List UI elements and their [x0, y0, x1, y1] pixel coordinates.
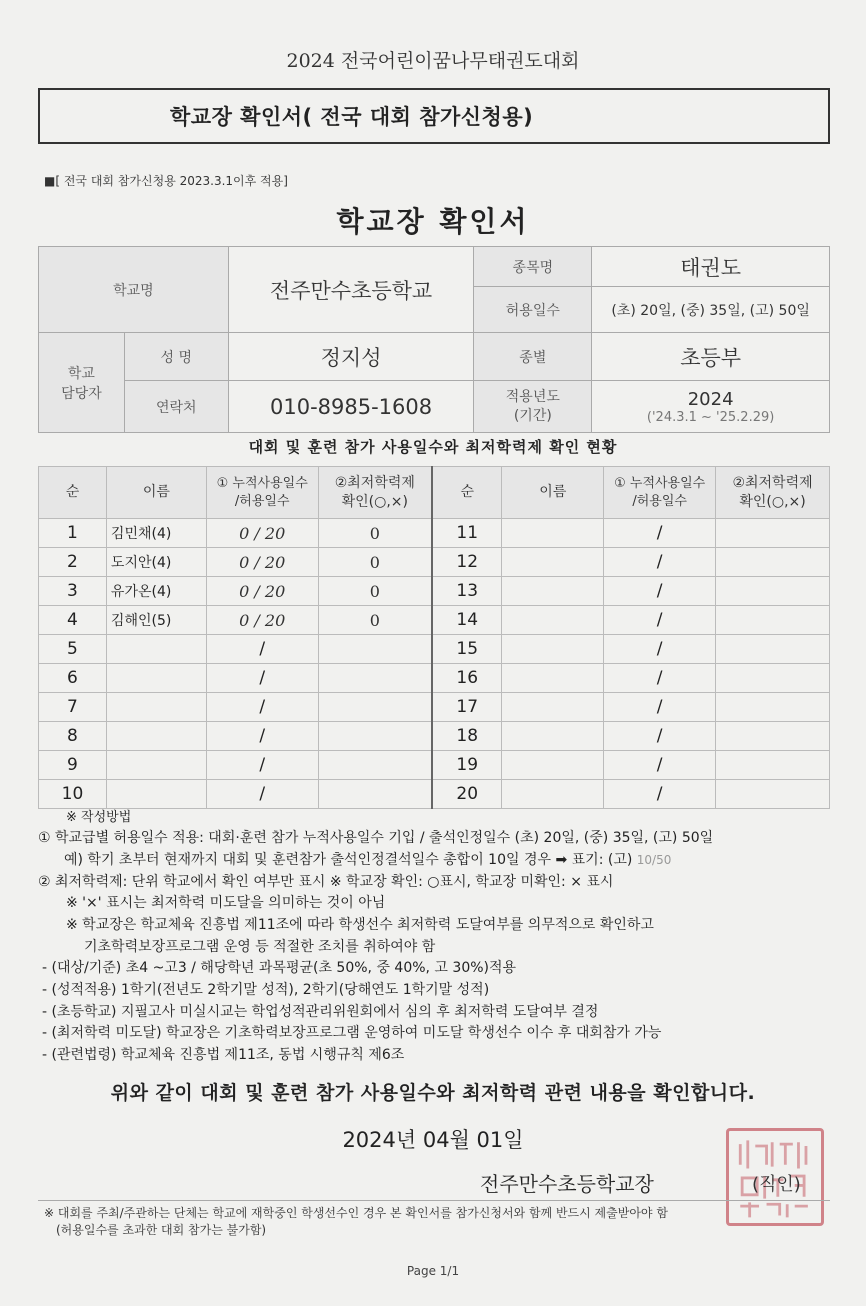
header-no-right: 순 [432, 467, 502, 519]
instruction-item-2-line4: 기초학력보장프로그램 운영 등 적절한 조치를 취하여야 함 [84, 938, 436, 955]
instruction-item-2-line2: ※ '×' 표시는 최저학력 미도달을 의미하는 것이 아님 [66, 895, 386, 912]
cell-days: / [604, 693, 716, 722]
name-value: 정지성 [228, 333, 474, 381]
status-table [38, 466, 830, 809]
cell-no: 15 [432, 635, 502, 664]
cell-name [502, 548, 604, 577]
cell-name: 유가온(4) [106, 577, 206, 606]
table-row [39, 780, 830, 809]
cell-days: / [206, 693, 318, 722]
header-days-right: ① 누적사용일수 /허용일수 [604, 467, 716, 519]
cell-check [716, 606, 830, 635]
confirmation-statement: 위와 같이 대회 및 훈련 참가 사용일수와 최저학력 관련 내용을 확인합니다. [110, 1082, 756, 1104]
footnote-line-2: (허용일수를 초과한 대회 참가는 불가함) [56, 1223, 267, 1238]
cell-no: 2 [39, 548, 107, 577]
footnote-line-1: ※ 대회를 주최/주관하는 단체는 학교에 재학중인 학생선수인 경우 본 확인서를 참가신청서와 함께 반드시 제출받아야 함 [44, 1206, 668, 1220]
instruction-item-2 [38, 872, 836, 894]
sport-value: 태권도 [592, 247, 830, 287]
cell-days: 0 / 20 [206, 519, 318, 548]
period-value: ('24.3.1 ~ '25.2.29) [646, 409, 775, 425]
status-title: 대회 및 훈련 참가 사용일수와 최저학력제 확인 현황 [248, 438, 618, 456]
cell-days: / [604, 780, 716, 809]
cell-days: / [604, 664, 716, 693]
instruction-item-1-line1: ① 학교급별 허용일수 적용: 대회·훈련 참가 누적사용일수 기입 / 출석인정일수 (초) 20일, (중) 35일, (고) 50일 [38, 830, 714, 847]
cell-name [502, 577, 604, 606]
cell-name [502, 693, 604, 722]
allowed-days-value: (초) 20일, (중) 35일, (고) 50일 [592, 287, 830, 333]
cell-days: / [206, 664, 318, 693]
cell-name [502, 635, 604, 664]
page-number: Page 1/1 [406, 1264, 460, 1278]
cell-no: 19 [432, 751, 502, 780]
cell-days: / [604, 751, 716, 780]
header-name-right: 이름 [502, 467, 604, 519]
table-row [39, 519, 830, 548]
seal-label: (직인) [752, 1174, 801, 1195]
cell-no: 9 [39, 751, 107, 780]
manager-label: 학교 담당자 [39, 333, 125, 433]
division-label: 종별 [474, 333, 592, 381]
cell-check [716, 635, 830, 664]
cell-days: / [604, 519, 716, 548]
cell-name [502, 751, 604, 780]
cell-name: 김민채(4) [106, 519, 206, 548]
status-table-body [39, 519, 830, 809]
cell-days: / [206, 751, 318, 780]
form-note: ■[ 전국 대회 참가신청용 2023.3.1이후 적용] [44, 174, 288, 188]
table-row [39, 606, 830, 635]
cell-name [502, 519, 604, 548]
cell-days: / [604, 635, 716, 664]
cell-check: 0 [318, 548, 432, 577]
signer-name: 전주만수초등학교장 [480, 1172, 654, 1196]
contact-value: 010-8985-1608 [228, 381, 474, 433]
cell-check [716, 548, 830, 577]
cell-name [106, 693, 206, 722]
instruction-dash-3: - (초등학교) 지필고사 미실시교는 학업성적관리위원회에서 심의 후 최저학력 도달여부 결정 [42, 1003, 599, 1020]
year-cell [592, 381, 830, 433]
cell-name [106, 635, 206, 664]
school-label: 학교명 [39, 247, 229, 333]
instruction-item-2-line1: ② 최저학력제: 단위 학교에서 확인 여부만 표시 ※ 학교장 확인: ○표시, 학교장 미확인: × 표시 [38, 873, 614, 890]
cell-days: / [206, 722, 318, 751]
cell-no: 7 [39, 693, 107, 722]
instruction-example: 10/50 [636, 852, 672, 867]
allowed-days-label: 허용일수 [474, 287, 592, 333]
cell-no: 4 [39, 606, 107, 635]
cell-name: 도지안(4) [106, 548, 206, 577]
cell-no: 1 [39, 519, 107, 548]
cell-no: 5 [39, 635, 107, 664]
cell-check: 0 [318, 519, 432, 548]
cell-no: 11 [432, 519, 502, 548]
cell-no: 17 [432, 693, 502, 722]
cell-check [318, 722, 432, 751]
main-title: 학교장 확인서 [336, 205, 530, 238]
cell-no: 8 [39, 722, 107, 751]
cell-check [318, 693, 432, 722]
instruction-item-2-line3: ※ 학교장은 학교체육 진흥법 제11조에 따라 학생선수 최저학력 도달여부를 의무적으로 확인하고 [66, 916, 654, 933]
banner-title-box [38, 88, 830, 144]
table-row [39, 751, 830, 780]
cell-check [716, 693, 830, 722]
header-check-right: ②최저학력제 확인(○,×) [716, 467, 830, 519]
table-row [39, 722, 830, 751]
cell-check [716, 722, 830, 751]
cell-check [716, 519, 830, 548]
name-label: 성 명 [124, 333, 228, 381]
school-name: 전주만수초등학교 [228, 247, 474, 333]
cell-check [716, 780, 830, 809]
cell-days: / [604, 722, 716, 751]
division-value: 초등부 [592, 333, 830, 381]
cell-days: / [206, 780, 318, 809]
table-row [39, 548, 830, 577]
table-row [39, 664, 830, 693]
instruction-item-1-line2: 예) 학기 초부터 현재까지 대회 및 훈련참가 출석인정결석일수 총합이 10일 경우 ➡ 표기: (고) [64, 851, 633, 868]
cell-days: 0 / 20 [206, 606, 318, 635]
cell-name: 김해인(5) [106, 606, 206, 635]
year-label: 적용년도 (기간) [474, 381, 592, 433]
cell-check [716, 751, 830, 780]
instruction-dash-2: - (성적적용) 1학기(전년도 2학기말 성적), 2학기(당해연도 1학기말 성적) [42, 981, 490, 998]
cell-name [502, 780, 604, 809]
sport-label: 종목명 [474, 247, 592, 287]
cell-name [502, 664, 604, 693]
footnote [44, 1205, 668, 1240]
cell-days: / [604, 577, 716, 606]
contact-label: 연락처 [124, 381, 228, 433]
instructions [38, 808, 836, 1067]
cell-check: 0 [318, 606, 432, 635]
header-name: 이름 [106, 467, 206, 519]
event-title: 2024 전국어린이꿈나무태권도대회 [286, 50, 580, 72]
cell-no: 10 [39, 780, 107, 809]
cell-days: / [604, 606, 716, 635]
issue-date: 2024년 04월 01일 [342, 1128, 524, 1152]
cell-no: 3 [39, 577, 107, 606]
cell-no: 6 [39, 664, 107, 693]
cell-days: 0 / 20 [206, 548, 318, 577]
header-check: ②최저학력제 확인(○,×) [318, 467, 432, 519]
cell-name [502, 722, 604, 751]
cell-check [716, 664, 830, 693]
cell-check [318, 751, 432, 780]
instructions-heading: ※ 작성방법 [66, 810, 132, 825]
instruction-dash-4: - (최저학력 미도달) 학교장은 기초학력보장프로그램 운영하여 미도달 학생선수 이수 후 대회참가 가능 [42, 1025, 662, 1042]
cell-name [106, 664, 206, 693]
cell-name [502, 606, 604, 635]
cell-name [106, 722, 206, 751]
cell-no: 18 [432, 722, 502, 751]
cell-check [318, 664, 432, 693]
year-value: 2024 [687, 388, 734, 410]
header-days: ① 누적사용일수 /허용일수 [206, 467, 318, 519]
info-table [38, 246, 830, 433]
cell-check [716, 577, 830, 606]
instruction-item-1 [38, 828, 836, 850]
cell-no: 14 [432, 606, 502, 635]
instruction-dash-5: - (관련법령) 학교체육 진흥법 제11조, 동법 시행규칙 제6조 [42, 1047, 405, 1064]
cell-check: 0 [318, 577, 432, 606]
instruction-dash-1: - (대상/기준) 초4 ~고3 / 해당학년 과목평균(초 50%, 중 40%, 고 30%)적용 [42, 960, 517, 977]
cell-no: 13 [432, 577, 502, 606]
cell-name [106, 780, 206, 809]
table-row [39, 635, 830, 664]
cell-no: 20 [432, 780, 502, 809]
footnote-divider [38, 1200, 830, 1201]
header-no: 순 [39, 467, 107, 519]
cell-days: / [206, 635, 318, 664]
cell-check [318, 780, 432, 809]
cell-name [106, 751, 206, 780]
cell-no: 16 [432, 664, 502, 693]
instruction-item-1-line2-row [56, 850, 836, 872]
cell-check [318, 635, 432, 664]
cell-days: / [604, 548, 716, 577]
table-row [39, 693, 830, 722]
cell-days: 0 / 20 [206, 577, 318, 606]
cell-no: 12 [432, 548, 502, 577]
banner-title: 학교장 확인서( 전국 대회 참가신청용) [170, 105, 534, 129]
table-row [39, 577, 830, 606]
